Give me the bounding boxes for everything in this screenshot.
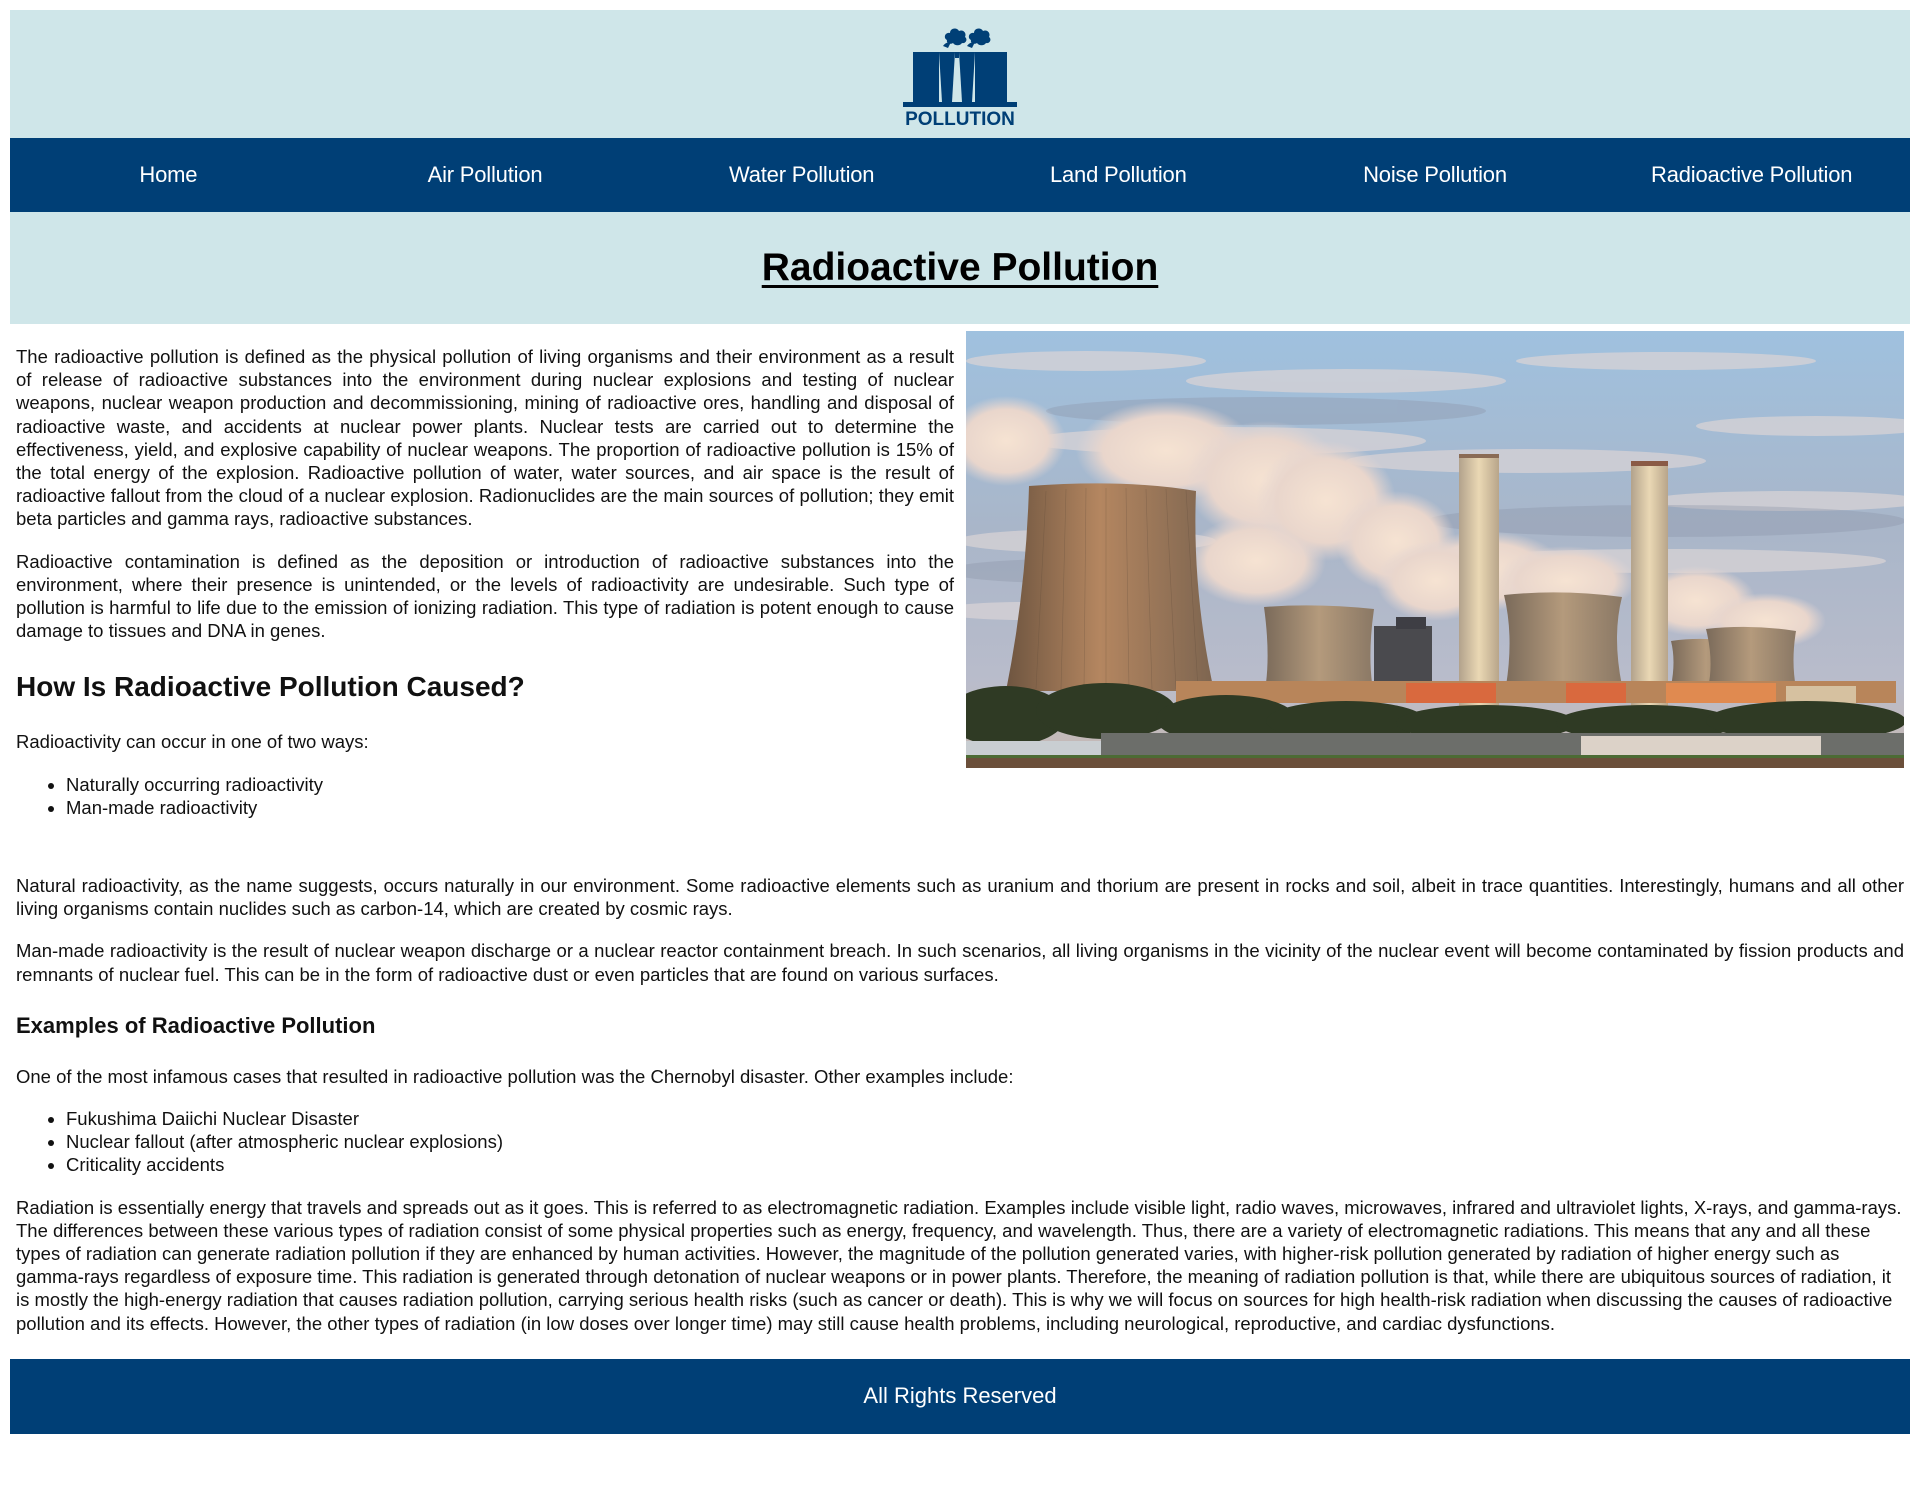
- list-item: • Criticality accidents: [66, 1153, 1904, 1176]
- causes-lead: Radioactivity can occur in one of two ways:: [16, 731, 369, 753]
- page-title: Radioactive Pollution: [761, 246, 1159, 289]
- list-item: • Man-made radioactivity: [66, 796, 1904, 819]
- nav-noise-pollution[interactable]: Noise Pollution: [1363, 162, 1507, 187]
- nav-radioactive-pollution[interactable]: Radioactive Pollution: [1651, 162, 1853, 187]
- pollution-logo-icon[interactable]: [895, 18, 1025, 130]
- natural-radioactivity-paragraph: Natural radioactivity, as the name suggests, occurs naturally in our environment. Some radioactive elements such as uranium and thorium are present in rocks and soil, albeit in trace quantities. Interestingly, humans and all other living organisms contain nuclides such as carbon-14, which are created by cosmic rays.: [16, 875, 1904, 920]
- nav-land-pollution[interactable]: Land Pollution: [1049, 162, 1187, 187]
- nav-home[interactable]: Home: [139, 162, 198, 187]
- main-content: [10, 324, 1910, 1335]
- examples-lead: One of the most infamous cases that resulted in radioactive pollution was the Chernobyl disaster. Other examples include:: [16, 1065, 1014, 1087]
- svg-text:POLLUTION: POLLUTION: [905, 109, 1015, 130]
- nav-air-pollution[interactable]: Air Pollution: [427, 162, 543, 187]
- examples-list: [16, 1107, 1904, 1177]
- title-band: [10, 212, 1910, 324]
- site-header: [10, 10, 1910, 138]
- power-plant-image: [966, 331, 1904, 768]
- spacer: [16, 838, 1904, 874]
- man-made-radioactivity-paragraph: Man-made radioactivity is the result of nuclear weapon discharge or a nuclear reactor containment breach. In such scenarios, all living organisms in the vicinity of the nuclear event will become contaminated by fission products and remnants of nuclear fuel. This can be in the form of radioactive dust or even particles that are found on various surfaces.: [16, 940, 1904, 985]
- footer-text: All Rights Reserved: [863, 1383, 1057, 1409]
- list-item: • Naturally occurring radioactivity: [66, 773, 1904, 796]
- main-nav: [10, 138, 1910, 212]
- list-item: • Nuclear fallout (after atmospheric nuclear explosions): [66, 1130, 1904, 1153]
- intro-paragraph-2: Radioactive contamination is defined as the deposition or introduction of radioactive substances into the environment, where their presence is unintended, or the levels of radioactivity are undesirable. Such type of pollution is harmful to life due to the emission of ionizing radiation. This type of radiation is potent enough to cause damage to tissues and DNA in genes.: [16, 550, 954, 642]
- radiation-paragraph: Radiation is essentially energy that travels and spreads out as it goes. This is referred to as electromagnetic radiation. Examples include visible light, radio waves, microwaves, infrared and ultraviolet lights, X-rays, and gamma-rays. The differences between these various types of radiation consist of some physical properties such as energy, frequency, and wavelength. Thus, there are a variety of electromagnetic radiations. This means that any and all these types of radiation can generate radiation pollution if they are enhanced by human activities. However, the magnitude of the pollution generated varies, with higher-risk pollution generated by radiation of higher energy such as gamma-rays regardless of exposure time. This radiation is generated through detonation of nuclear weapons or in power plants. Therefore, the meaning of radiation pollution is that, while there are ubiquitous sources of radiation, it is mostly the high-energy radiation that causes radiation pollution, carrying serious health risks (such as cancer or death). This is why we will focus on sources for high health-risk radiation when discussing the causes of radioactive pollution and its effects. However, the other types of radiation (in low doses over longer time) may still cause health problems, including neurological, reproductive, and cardiac dysfunctions.: [16, 1196, 1902, 1334]
- list-item: • Fukushima Daiichi Nuclear Disaster: [66, 1107, 1904, 1130]
- intro-paragraph-1: The radioactive pollution is defined as the physical pollution of living organisms and their environment as a result of release of radioactive substances into the environment during nuclear explosions and testing of nuclear weapons, nuclear weapon production and decommissioning, mining of radioactive ores, handling and disposal of radioactive waste, and accidents at nuclear power plants. Nuclear tests are carried out to determine the effectiveness, yield, and explosive capability of nuclear weapons. The proportion of radioactive pollution is 15% of the total energy of the explosion. Radioactive pollution of water, water sources, and air space is the result of radioactive fallout from the cloud of a nuclear explosion. Radionuclides are the main sources of pollution; they emit beta particles and gamma rays, radioactive substances.: [16, 346, 954, 530]
- causes-list: [16, 773, 1904, 819]
- causes-heading: How Is Radioactive Pollution Caused?: [16, 671, 525, 703]
- nav-water-pollution[interactable]: Water Pollution: [728, 162, 875, 187]
- examples-heading: Examples of Radioactive Pollution: [16, 1012, 376, 1038]
- site-footer: [10, 1359, 1910, 1434]
